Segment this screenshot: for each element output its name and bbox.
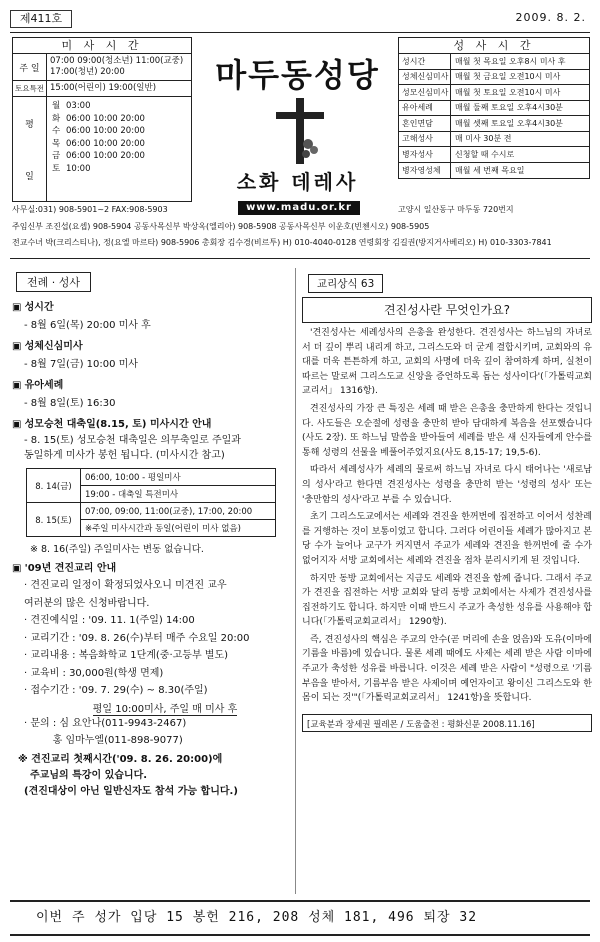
catechism-header: 교리상식 63 (308, 274, 383, 293)
weekday-item: 월 03:00 (52, 101, 91, 111)
issue-date: 2009. 8. 2. (515, 11, 586, 24)
sacrament-row: 혼인면담 매월 셋째 토요일 오후4시30분 (399, 116, 589, 132)
weekday-item: 목 06:00 10:00 20:00 (52, 138, 145, 149)
liturgy-item: ▣ 유아세례 - 8월 8일(토) 16:30 (12, 376, 288, 409)
hymn-footer: 이번 주 성가 입당 15 봉헌 216, 208 성체 181, 496 퇴장 32 (10, 900, 590, 936)
contact-person: 홍 임마누엘(011-898-9077) (24, 735, 183, 746)
sacraments-title: 성 사 시 간 (399, 38, 589, 54)
sunday-label: 주 일 (13, 54, 47, 80)
column-divider (295, 268, 296, 894)
saturday-times: 15:00(어린이) 19:00(일반) (50, 83, 157, 93)
schedule-note: ※ 8. 16(주일) 주일미사는 변동 없습니다. (30, 544, 204, 555)
weekday-item: 토 10:00 (52, 163, 91, 174)
issue-number: 제411호 (10, 10, 72, 28)
sunday-times-1: 07:00 09:00(청소년) 11:00(교중) (50, 56, 184, 66)
sunday-row (13, 54, 191, 81)
registration-times: 평일 10:00미사, 주일 매 미사 후 (92, 703, 238, 715)
paragraph: 따라서 세례성사가 세례의 물로써 하느님 자녀로 다시 태어나는 '새로남의 성사'라고 한다면 견진성사는 성령을 충만히 받는 '성령의 성사' 또는 '충만함의 성사'라고 부를 수 있습니다. (302, 465, 592, 505)
saturday-row (13, 81, 191, 97)
sunday-times-2: 17:00(청년) 20:00 (50, 67, 125, 77)
clergy-contacts: 주임신부 조진섭(요셉) 908-5904 공동사목신부 박상옥(엘리아) 908-5908 공동사목신부 이운호(빈첸시오) 908-5905 (12, 222, 430, 231)
staff-contacts: 전교수녀 박(크리스티나), 정(요엘 마르타) 908-5906 총회장 김수경(비르투) H) 010-4040-0128 연령회장 김길권(방지거사베리오) H) 010-3303-7841 (12, 238, 552, 247)
paragraph: 하지만 동방 교회에서는 지금도 세례와 견진을 함께 줍니다. 그래서 주교가 견진을 집전하는 서방 교회와 달리 동방 교회에서는 사제가 견진성사를 집전하기도 합니다. 하지만 이때 반드시 주교가 축성한 성유를 사용해야 합니다(「가톨릭교회교리서」 1290항). (302, 573, 592, 628)
saturday-label: 토요특전 (13, 81, 47, 96)
patron-saint: 소화 데레사 (236, 170, 359, 194)
cross-icon (270, 96, 330, 166)
table-row: 8. 14(금) 06:00, 10:00 - 평일미사 (27, 469, 276, 486)
weekday-item: 화 06:00 10:00 20:00 (52, 113, 145, 124)
weekday-item: 수 06:00 10:00 20:00 (52, 126, 145, 136)
weekday-item: 금 06:00 10:00 20:00 (52, 151, 145, 161)
liturgy-column (12, 272, 288, 800)
assumption-schedule (26, 468, 276, 537)
contact-person: · 문의 : 심 요안나(011-9943-2467) (24, 717, 187, 729)
office-contact: 사무실:031) 908-5901~2 FAX:908-5903 (12, 205, 168, 214)
article-source: [교육분과 장세권 필레몬 / 도움출전 : 평화신문 2008.11.16] (302, 714, 592, 732)
sacrament-row: 병자영성체 매월 세 번째 목요일 (399, 163, 589, 179)
weekday-row (13, 97, 191, 201)
assumption-notice: ▣ 성모승천 대축일(8.15, 토) 미사시간 안내 - 8. 15(토) 성모승천 대축일은 의무축일로 주일과 동일하게 미사가 봉헌 됩니다. (미사시간 참고) (12, 415, 288, 463)
paragraph: 즉, 견진성사의 핵심은 주교의 안수(곧 머리에 손을 얹음)와 도유(이마에 기름을 바름)에 있습니다. 물론 세례 때에도 사제는 세례 받은 사람 이마에 주교가 축성한 성유를 바릅니다. 이것은 세례 받은 사람이 "성령으로 '기름부음을 받아서, 기름부음 받은 사제이며 예언자이고 왕이신 그리스도와 한 몸이 되는 것'"(「가톨릭교회교리서」 1241항)을 뜻합니다. (302, 634, 592, 704)
table-row: 19:00 - 대축일 특전미사 (27, 486, 276, 503)
table-row: 8. 15(토) 07:00, 09:00, 11:00(교중), 17:00, 20:00 (27, 503, 276, 520)
liturgy-item: ▣ 성시간 - 8월 6일(목) 20:00 미사 후 (12, 298, 288, 331)
confirmation-notice: ▣ '09년 견진교리 안내 · 견진교리 일정이 확정되었사오니 미견진 교우 여러분의 많은 신청바랍니다. · 견진예식일 : '09. 11. 1(주일) 14:00 · 교리기간 : '09. 8. 26(수)부터 매주 수요일 20:00 · 교리내용 : 복음화학교 1단계(중·고등부 별도) · 교육비 : 30,000원(학생 면제) · 접수기간 : '09. 7. 29(수) ~ 8.30(주일) 평일 10:00미사, 주일 매 미사 후 · 문의 : 심 요안나(011-9943-2467) 홍 임마누엘(011-898-9077) ※ 견진교리 첫째시간('09. 8. 26. 20:00)에 주교님의 특강이 있습니다. (견진대상이 아닌 일반신자도 참석 가능 합니다.) (12, 559, 288, 800)
website-link[interactable]: www.madu.or.kr (238, 201, 360, 215)
sacrament-row: 성체신심미사 매월 첫 금요일 오전10시 미사 (399, 70, 589, 86)
table-row: ※주일 미사시간과 동일(어린이 미사 없음) (27, 520, 276, 537)
weekday-label-bottom: 일 (25, 171, 34, 182)
paragraph: '견진성사는 세례성사의 은총을 완성한다. 견진성사는 하느님의 자녀로서 더 깊이 뿌리 내리게 하고, 그리스도와 더 굳게 결합시키며, 교회와의 유대를 더욱 튼튼하게 하고, 교회의 사명에 더욱 깊이 참여하게 하며, 실천이 따르는 말로써 그리스도교 신앙을 증언하도록 돕는 성사이다'(「가톨릭교회교리서」 1316항). (302, 328, 592, 397)
sacrament-row: 유아세례 매월 둘째 토요일 오후4시30분 (399, 101, 589, 117)
liturgy-header: 전례 · 성사 (16, 272, 91, 292)
sacrament-row: 고해성사 매 미사 30분 전 (399, 132, 589, 148)
weekday-label-top: 평 (25, 119, 34, 130)
weekday-list (47, 97, 191, 201)
catechism-question: 견진성사란 무엇인가요? (302, 297, 592, 323)
paragraph: 견진성사의 가장 큰 특징은 세례 때 받은 은총을 충만하게 한다는 것입니다. 사도들은 오순절에 성령을 충만히 받아 담대하게 복음을 선포했습니다(사도 2장). 또 하느님 말씀을 받아들여 세례를 받은 새 신자들에게 안수를 통해 성령의 선물을 베풀어주었지요(사도 8,15-17; 19,5-6). (302, 403, 592, 458)
catechism-column (302, 274, 592, 732)
church-address: 고양시 일산동구 마두동 720번지 (398, 205, 514, 214)
sacraments-box (398, 37, 590, 179)
mass-times-box (12, 37, 192, 202)
church-name: 마두동성당 (215, 56, 380, 94)
sacrament-row: 성모신심미사 매월 첫 토요일 오전10시 미사 (399, 85, 589, 101)
catechism-body (302, 326, 592, 706)
top-divider (10, 32, 590, 33)
liturgy-item: ▣ 성체신심미사 - 8월 7일(금) 10:00 미사 (12, 337, 288, 370)
section-divider (10, 258, 590, 259)
sacrament-row: 병자성사 신청할 때 수시로 (399, 147, 589, 163)
paragraph: 초기 그리스도교에서는 세례와 견진을 한꺼번에 집전하고 이어서 성찬례를 거행하는 것이 보통이었고 합니다. 그러다 어린이들 세례가 많아지고 본당 수가 늘어나 교구가 커지면서 주교가 세례와 견진을 한꺼번에 줄 수가 없어지자 서방 교회에서는 세례와 견진을 점차 분리시키게 된 것입니다. (302, 512, 592, 566)
sacrament-row: 성시간 매월 첫 목요일 오후8시 미사 후 (399, 54, 589, 70)
mass-times-title: 미 사 시 간 (13, 38, 191, 54)
